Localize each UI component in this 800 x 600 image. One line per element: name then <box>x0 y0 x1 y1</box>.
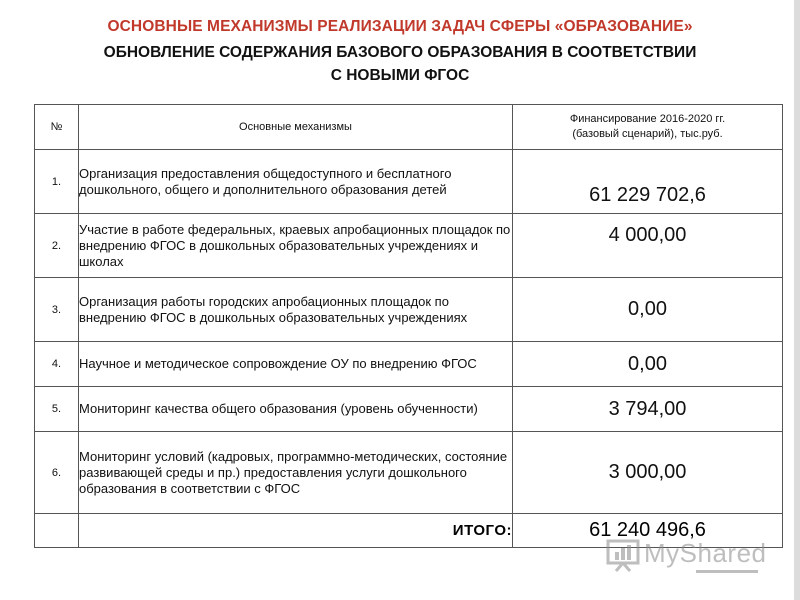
table-row <box>35 150 783 214</box>
watermark <box>606 534 766 574</box>
presentation-icon <box>606 538 642 572</box>
header-financing <box>513 105 783 150</box>
table-row <box>35 432 783 514</box>
table-row <box>35 214 783 278</box>
header-financing-line-2: (базовый сценарий), тыс.руб. <box>572 128 723 140</box>
row-mechanism: Участие в работе федеральных, краевых апробационных площадок по внедрению ФГОС в дошкольных образовательных учреждениях и школах <box>79 214 513 278</box>
row-amount: 0,00 <box>513 278 783 342</box>
row-mechanism: Мониторинг условий (кадровых, программно-методических, состояние развивающей среды и пр.) предоставления услуги дошкольного образования в соответствии с ФГОС <box>79 432 513 514</box>
row-number: 2. <box>35 214 79 278</box>
total-empty-cell <box>35 514 79 548</box>
table-row <box>35 278 783 342</box>
row-number: 6. <box>35 432 79 514</box>
row-amount: 3 000,00 <box>513 432 783 514</box>
row-amount: 61 229 702,6 <box>513 150 783 214</box>
slide-edge-bar <box>794 0 800 600</box>
total-amount: 61 240 496,6 <box>513 514 783 548</box>
table-row <box>35 387 783 432</box>
watermark-underline <box>696 570 758 573</box>
header-number: № <box>35 105 79 150</box>
table-row <box>35 342 783 387</box>
subtitle-line-1: ОБНОВЛЕНИЕ СОДЕРЖАНИЯ БАЗОВОГО ОБРАЗОВАНИЯ В СООТВЕТСТВИИ <box>103 44 697 61</box>
subtitle-line-2: С НОВЫМИ ФГОС <box>330 67 470 84</box>
slide-subtitle <box>40 41 760 87</box>
row-number: 4. <box>35 342 79 387</box>
financing-table <box>34 104 783 548</box>
row-mechanism: Организация предоставления общедоступного и бесплатного дошкольного, общего и дополнительного образования детей <box>79 150 513 214</box>
slide-title: ОСНОВНЫЕ МЕХАНИЗМЫ РЕАЛИЗАЦИИ ЗАДАЧ СФЕРЫ «ОБРАЗОВАНИЕ» <box>107 18 693 35</box>
table-header-row <box>35 105 783 150</box>
row-amount: 0,00 <box>513 342 783 387</box>
header-mechanisms: Основные механизмы <box>79 105 513 150</box>
row-mechanism: Научное и методическое сопровождение ОУ по внедрению ФГОС <box>79 342 513 387</box>
row-amount: 3 794,00 <box>513 387 783 432</box>
row-number: 1. <box>35 150 79 214</box>
row-mechanism: Мониторинг качества общего образования (уровень обученности) <box>79 387 513 432</box>
row-amount: 4 000,00 <box>513 214 783 278</box>
row-mechanism: Организация работы городских апробационных площадок по внедрению ФГОС в дошкольных образовательных учреждениях <box>79 278 513 342</box>
row-number: 3. <box>35 278 79 342</box>
row-number: 5. <box>35 387 79 432</box>
header-financing-line-1: Финансирование 2016-2020 гг. <box>569 113 726 125</box>
watermark-text: MyShared <box>644 538 767 568</box>
total-label: ИТОГО: <box>79 514 513 548</box>
